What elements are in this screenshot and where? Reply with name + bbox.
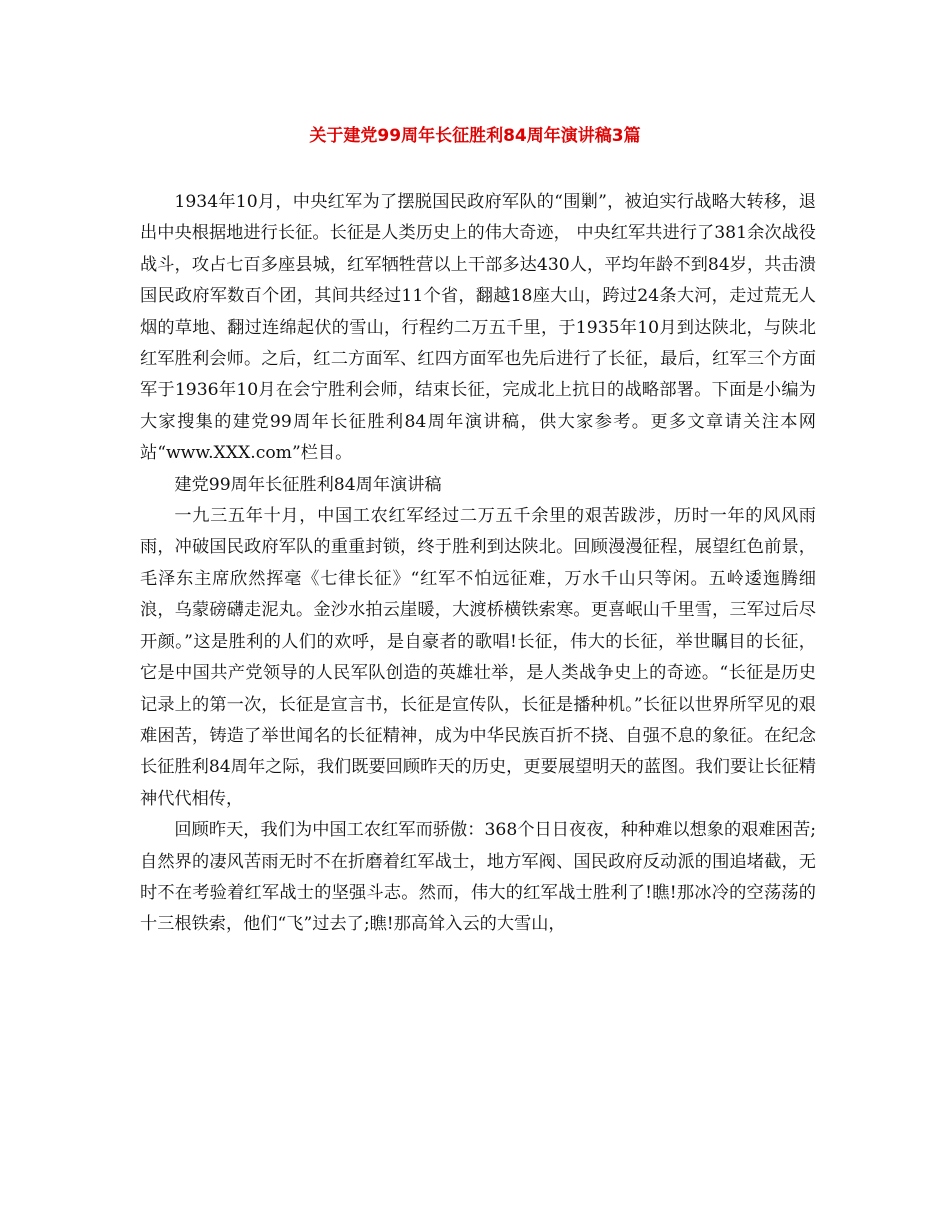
section-heading: 建党99周年长征胜利84周年演讲稿 xyxy=(174,474,442,495)
document-title: 关于建党99周年长征胜利84周年演讲稿3篇 xyxy=(309,126,641,146)
intro-paragraph: 1934年10月，中央红军为了摆脱国民政府军队的“围剿”，被迫实行战略大转移，退出中央根据地进行长征。长征是人类历史上的伟大奇迹， 中央红军共进行了381余次战役战斗，攻占七百多座县城，红军牺牲营以上干部多达430人，平均年龄不到84岁，共击溃国民政府军数百个团，其间共经过11个省，翻越18座大山，跨过24条大河，走过荒无人烟的草地、翻过连绵起伏的雪山，行程约二万五千里，于1935年10月到达陕北，与陕北红军胜利会师。之后，红二方面军、红四方面军也先后进行了长征，最后，红军三个方面军于1936年10月在会宁胜利会师，结束长征，完成北上抗日的战略部署。下面是小编为大家搜集的建党99周年长征胜利84周年演讲稿，供大家参考。更多文章请关注本网站“www.XXX.com”栏目。 xyxy=(140,192,816,464)
document-body xyxy=(140,187,816,941)
body-paragraph: 一九三五年十月，中国工农红军经过二万五千余里的艰苦跋涉，历时一年的风风雨雨，冲破国民政府军队的重重封锁，终于胜利到达陕北。回顾漫漫征程，展望红色前景，毛泽东主席欣然挥毫《七律长征》“红军不怕远征难，万水千山只等闲。五岭逶迤腾细浪，乌蒙磅礴走泥丸。金沙水拍云崖暖，大渡桥横铁索寒。更喜岷山千里雪，三军过后尽开颜。”这是胜利的人们的欢呼，是自豪者的歌唱!长征，伟大的长征，举世瞩目的长征，它是中国共产党领导的人民军队创造的英雄壮举，是人类战争史上的奇迹。“长征是历史记录上的第一次，长征是宣言书，长征是宣传队，长征是播种机。”长征以世界所罕见的艰难困苦，铸造了举世闻名的长征精神，成为中华民族百折不挠、自强不息的象征。在纪念长征胜利84周年之际，我们既要回顾昨天的历史，更要展望明天的蓝图。我们要让长征精神代代相传， xyxy=(140,506,816,809)
body-paragraph: 回顾昨天，我们为中国工农红军而骄傲：368个日日夜夜，种种难以想象的艰难困苦;自然界的凄风苦雨无时不在折磨着红军战士，地方军阀、国民政府反动派的围追堵截，无时不在考验着红军战士的坚强斗志。然而，伟大的红军战士胜利了!瞧!那冰冷的空荡荡的十三根铁索，他们“飞”过去了;瞧!那高耸入云的大雪山， xyxy=(140,820,816,935)
